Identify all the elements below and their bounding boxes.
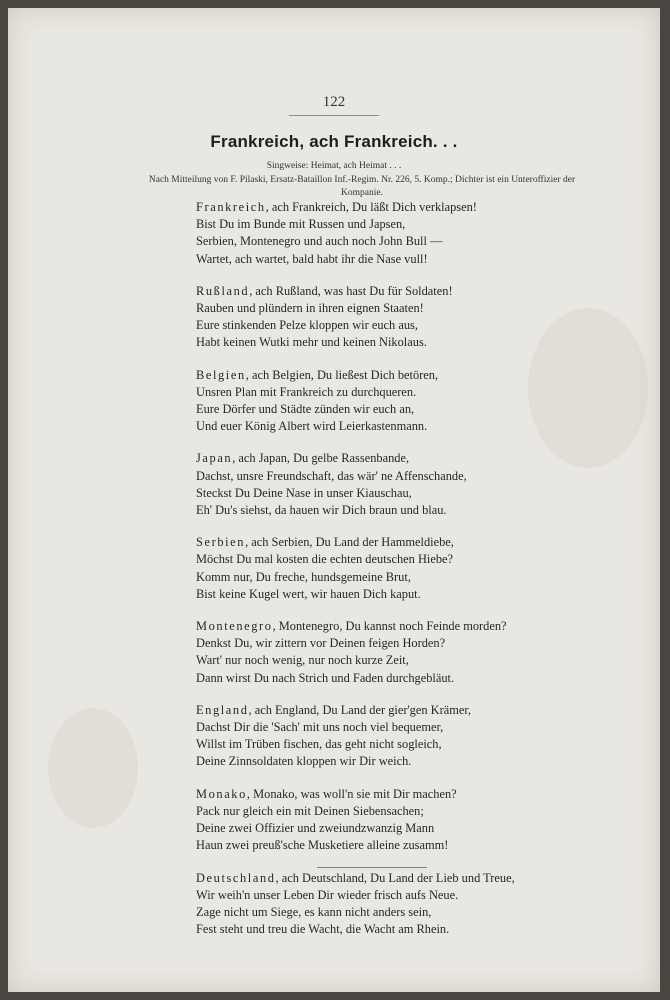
stanza-first-line [196,870,636,887]
stanza [196,618,636,687]
stanza-line: Unsren Plan mit Frankreich zu durchqueren. [196,384,417,399]
stanza-line: Deine zwei Offizier und zweiundzwanzig Mann [196,821,435,836]
stanza-line: Bist keine Kugel wert, wir hauen Dich kaput. [196,586,421,601]
stanza-line: Serbien, Montenegro und auch noch John Bull — [196,234,443,249]
poem-body [196,199,636,953]
book-page [8,8,660,992]
stanza-lead-word: Monako [196,786,247,801]
stanza-line: Haun zwei preuß'sche Musketiere alleine zusamm! [196,838,449,853]
stanza-first-line-rest: , ach Serbien, Du Land der Hammeldiebe, [245,535,454,550]
melody-note: Singweise: Heimat, ach Heimat . . . [266,161,402,171]
stanza-line: Eure Dörfer und Städte zünden wir euch an, [196,402,415,417]
stanza-first-line [196,283,636,300]
page-number-text: 122 [322,94,346,110]
stanza-first-line-rest: , ach Japan, Du gelbe Rassenbande, [232,451,410,466]
stanza [196,199,636,268]
stanza-line: Denkst Du, wir zittern vor Deinen feigen Horden? [196,636,446,651]
stanza-line: Steckst Du Deine Nase in unser Kiauschau, [196,485,412,500]
stanza [196,534,636,603]
stanza [196,450,636,519]
poem-title: Frankreich, ach Frankreich. . . [210,132,458,151]
stanza-line: Pack nur gleich ein mit Deinen Siebensachen; [196,803,424,818]
stanza-lead-word: Japan [196,451,233,466]
stanza-first-line [196,199,636,216]
stanza-first-line-rest: , ach Deutschland, Du Land der Lieb und Treue, [275,870,515,885]
stanza-first-line-rest: , Montenegro, Du kannst noch Feinde morden? [272,619,507,634]
end-rule [317,867,427,868]
stanza-line: Zage nicht um Siege, es kann nicht anders sein, [196,904,432,919]
stanza [196,283,636,352]
stanza [196,702,636,771]
stanza-lead-word: Serbien [196,535,246,550]
stanza-line: Willst im Trüben fischen, das geht nicht sogleich, [196,737,442,752]
source-note: Nach Mitteilung von F. Pilaski, Ersatz-Bataillon Inf.-Regim. Nr. 226, 5. Komp.; Dichter ist ein Unteroffizier der Kompanie. [148,175,576,198]
stanza-line: Eh' Du's siehst, da hauen wir Dich braun und blau. [196,503,447,518]
stanza-line: Komm nur, Du freche, hundsgemeine Brut, [196,569,411,584]
stanza-first-line [196,534,636,551]
stanza-first-line [196,450,636,467]
stanza-line: Habt keinen Wutki mehr und keinen Nikolaus. [196,335,427,350]
stanza-first-line [196,786,636,803]
stanza-first-line-rest: , ach Rußland, was hast Du für Soldaten! [249,283,453,298]
stanza-lead-word: Montenegro [196,619,273,634]
stanza-line: Bist Du im Bunde mit Russen und Japsen, [196,217,406,232]
stanza-first-line-rest: , ach England, Du Land der gier'gen Krämer, [248,702,472,717]
stanza-first-line [196,367,636,384]
stanza-lead-word: England [196,702,249,717]
page-number [8,94,660,116]
stanza-first-line-rest: , ach Frankreich, Du läßt Dich verklapsen! [265,200,477,214]
stanza-first-line-rest: , Monako, was woll'n sie mit Dir machen? [246,786,457,801]
stanza-line: Dachst, unsre Freundschaft, das wär' ne Affenschande, [196,468,467,483]
stanza-line: Und euer König Albert wird Leierkastenmann. [196,419,428,434]
stanza-first-line [196,702,636,719]
stanza-line: Wir weih'n unser Leben Dir wieder frisch aufs Neue. [196,887,459,902]
stanza-lead-word: Rußland [196,283,250,298]
stanza-line: Möchst Du mal kosten die echten deutschen Hiebe? [196,552,454,567]
stanza [196,870,636,939]
stanza-line: Fest steht und treu die Wacht, die Wacht am Rhein. [196,922,450,937]
stanza-lead-word: Belgien [196,367,246,382]
stanza-line: Deine Zinnsoldaten kloppen wir Dir weich. [196,754,412,769]
stanza [196,786,636,855]
stanza-line: Dann wirst Du nach Strich und Faden durchgebläut. [196,670,455,685]
stanza-lead-word: Deutschland [196,870,276,885]
stanza-line: Dachst Dir die 'Sach' mit uns noch viel bequemer, [196,720,444,735]
stanza [196,367,636,436]
stanza-lead-word: Frankreich [196,200,266,214]
stanza-first-line-rest: , ach Belgien, Du ließest Dich betören, [245,367,439,382]
page-number-rule [289,115,379,116]
stanza-line: Eure stinkenden Pelze kloppen wir euch aus, [196,318,418,333]
paper-stain [48,708,138,828]
stanza-line: Wartet, ach wartet, bald habt ihr die Nase vull! [196,251,428,266]
stanza-line: Rauben und plündern in ihren eignen Staaten! [196,301,424,316]
stanza-first-line [196,618,636,635]
stanza-line: Wart' nur noch wenig, nur noch kurze Zeit, [196,653,409,668]
